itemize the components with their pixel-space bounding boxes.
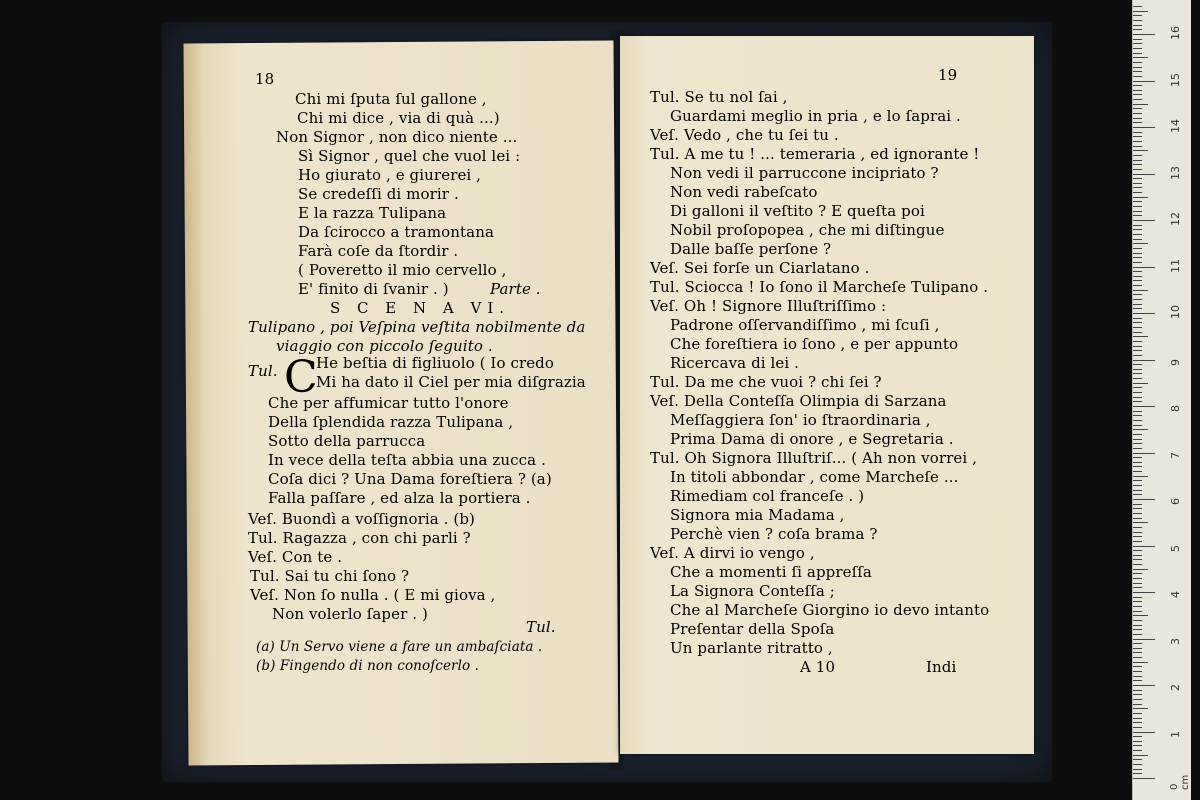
ruler-tick [1133, 434, 1142, 435]
ruler-number: 2 [1169, 684, 1182, 691]
ruler-tick [1133, 262, 1142, 263]
text-line: Perchè vien ? coſa brama ? [670, 525, 878, 543]
ruler-tick [1133, 322, 1142, 323]
ruler-tick [1133, 587, 1142, 588]
ruler-tick [1133, 187, 1142, 188]
ruler-tick [1133, 276, 1142, 277]
ruler-tick [1133, 439, 1142, 440]
text-line: Tul. A me tu ! ... temeraria , ed ignorante ! [650, 145, 980, 163]
ruler-tick [1133, 15, 1142, 16]
text-line: Tul. Sciocca ! Io ſono il Marcheſe Tulipano . [650, 278, 989, 296]
ruler-tick [1133, 759, 1142, 760]
ruler-number: 1 [1169, 730, 1182, 738]
ruler-tick [1133, 164, 1142, 165]
text-line: Dalle baſſe perſone ? [670, 240, 832, 258]
ruler-tick [1133, 573, 1142, 574]
ruler-tick [1133, 448, 1142, 449]
ruler-tick [1133, 132, 1142, 133]
ruler-tick [1133, 643, 1142, 644]
text-line: Che foreſtiera io ſono , e per appunto [670, 335, 959, 353]
ruler-number: 4 [1169, 591, 1182, 598]
ruler-tick [1133, 243, 1148, 244]
text-line: Tul. Ragazza , con chi parli ? [248, 529, 471, 547]
text-line: Falla paſſare , ed alza la portiera . [268, 489, 531, 507]
text-line: Tul. Sai tu chi ſono ? [250, 567, 410, 585]
ruler-tick [1133, 346, 1142, 347]
ruler-number: 8 [1169, 405, 1182, 412]
ruler-tick [1133, 625, 1142, 626]
ruler-tick [1133, 494, 1142, 495]
ruler-tick [1133, 304, 1142, 305]
ruler-tick [1133, 6, 1142, 7]
ruler-tick [1133, 499, 1155, 500]
ruler-tick [1133, 597, 1142, 598]
text-line: Non vedi rabeſcato [670, 183, 818, 201]
stage-direction: Tulipano , poi Veſpina veſtita nobilmente da [248, 318, 586, 336]
ruler-tick [1133, 280, 1142, 281]
text-line: Veſ. Con te . [248, 548, 343, 566]
ruler-tick [1133, 373, 1142, 374]
footnote: (b) Fingendo di non conoſcerlo . [256, 658, 480, 674]
ruler-tick [1133, 769, 1142, 770]
text-line: Rimediam col franceſe . ) [670, 487, 865, 505]
text-line: Padrone oſſervandiſſimo , mi ſcuſi , [670, 316, 940, 334]
text-line: Che a momenti ſi appreſſa [670, 563, 872, 581]
ruler-tick [1133, 85, 1142, 86]
ruler-number: 15 [1169, 72, 1182, 87]
ruler-tick [1133, 378, 1142, 379]
ruler-tick [1133, 676, 1142, 677]
ruler-tick [1133, 425, 1142, 426]
ruler-tick [1133, 704, 1142, 705]
ruler-tick [1133, 504, 1142, 505]
ruler-tick [1133, 541, 1142, 542]
ruler-number: 10 [1169, 305, 1182, 319]
ruler-tick [1133, 662, 1148, 663]
ruler-tick [1133, 620, 1142, 621]
ruler-tick [1133, 550, 1142, 551]
ruler-tick [1133, 39, 1142, 40]
ruler-tick [1133, 471, 1142, 472]
text-line: ( Poveretto il mio cervello , [298, 261, 507, 279]
ruler-tick [1133, 220, 1155, 221]
ruler-tick [1133, 215, 1142, 216]
text-line: He beſtia di figliuolo ( Io credo [316, 354, 555, 372]
ruler-tick [1133, 764, 1142, 765]
page-number-left: 18 [255, 70, 275, 88]
ruler-tick [1133, 113, 1142, 114]
ruler-tick [1133, 62, 1142, 63]
ruler-tick [1133, 462, 1142, 463]
ruler-tick [1133, 350, 1142, 351]
text-line: Nobil proſopopea , che mi diſtingue [670, 221, 945, 239]
text-line: Tul. Se tu nol ſai , [650, 88, 788, 106]
ruler-tick [1133, 211, 1142, 212]
ruler-tick [1133, 476, 1148, 477]
ruler-tick [1133, 201, 1142, 202]
ruler-tick [1133, 713, 1142, 714]
ruler-tick [1133, 29, 1142, 30]
ruler-tick [1133, 555, 1142, 556]
text-line: Di galloni il veſtito ? E queſta poi [670, 202, 925, 220]
ruler-tick [1133, 183, 1142, 184]
ruler-tick [1133, 271, 1142, 272]
text-line: Signora mia Madama , [670, 506, 845, 524]
text-line: Un parlante ritratto , [670, 639, 833, 657]
text-line: Tul. Da me che vuoi ? chi ſei ? [650, 373, 882, 391]
ruler-tick [1133, 206, 1142, 207]
text-line: In titoli abbondar , come Marcheſe ... [670, 468, 959, 486]
ruler-tick [1133, 727, 1142, 728]
ruler-tick [1133, 680, 1142, 681]
ruler-tick [1133, 699, 1142, 700]
ruler-number: 11 [1169, 258, 1182, 273]
text-line: Preſentar della Spoſa [670, 620, 835, 638]
text-line: Che per affumicar tutto l'onore [268, 394, 509, 412]
ruler-tick [1133, 253, 1142, 254]
ruler-tick [1133, 369, 1142, 370]
ruler-tick [1133, 629, 1142, 630]
ruler-tick [1133, 522, 1148, 523]
catchword: Tul. [526, 618, 556, 636]
ruler-tick [1133, 657, 1142, 658]
text-line: La Signora Conteſſa ; [670, 582, 835, 600]
ruler-tick [1133, 532, 1142, 533]
ruler-tick [1133, 122, 1142, 123]
ruler-tick [1133, 457, 1142, 458]
ruler-tick [1133, 136, 1142, 137]
ruler-tick [1133, 583, 1142, 584]
text-line: Prima Dama di onore , e Segretaria . [670, 430, 954, 448]
text-line: Chi mi dice , via di quà ...) [297, 109, 500, 127]
ruler-tick [1133, 453, 1155, 454]
text-line: E la razza Tulipana [298, 204, 447, 222]
text-line: Veſ. Della Conteſſa Olimpia di Sarzana [650, 392, 947, 410]
text-line: Veſ. Non ſo nulla . ( E mi giova , [250, 586, 496, 604]
ruler-tick [1133, 364, 1142, 365]
ruler-tick [1133, 592, 1155, 593]
ruler-tick [1133, 755, 1148, 756]
text-line: Non vedi il parruccone incipriato ? [670, 164, 939, 182]
ruler-tick [1133, 355, 1142, 356]
ruler-tick [1133, 99, 1142, 100]
ruler-tick [1133, 536, 1142, 537]
ruler-tick [1133, 67, 1142, 68]
ruler-tick [1133, 634, 1142, 635]
ruler-tick [1133, 81, 1155, 82]
ruler-tick [1133, 108, 1142, 109]
ruler-number: 16 [1169, 26, 1182, 40]
text-line: Ho giurato , e giurerei , [298, 166, 482, 184]
text-line: Veſ. Sei forſe un Ciarlatano . [650, 259, 870, 277]
ruler-tick [1133, 53, 1142, 54]
ruler-tick [1133, 513, 1142, 514]
text-line: Farà coſe da ſtordir . [298, 242, 459, 260]
ruler-tick [1133, 146, 1142, 147]
ruler-tick [1133, 25, 1142, 26]
ruler-tick [1133, 694, 1142, 695]
ruler-tick [1133, 285, 1142, 286]
ruler-tick [1133, 722, 1142, 723]
text-line: Non volerlo ſaper . ) [272, 605, 428, 623]
text-line: Tul. Oh Signora Illuſtriſ... ( Ah non vorrei , [650, 449, 977, 467]
ruler-tick [1133, 406, 1155, 407]
ruler-tick [1133, 267, 1155, 268]
ruler-tick [1133, 443, 1142, 444]
ruler-tick [1133, 229, 1142, 230]
ruler-tick [1133, 736, 1142, 737]
ruler-tick [1133, 559, 1142, 560]
ruler-tick [1133, 34, 1155, 35]
ruler-tick [1133, 490, 1142, 491]
ruler-tick [1133, 155, 1142, 156]
ruler-tick [1133, 546, 1155, 547]
stage-direction: viaggio con piccolo ſeguito . [276, 337, 493, 355]
ruler-tick [1133, 118, 1142, 119]
measurement-ruler [1132, 0, 1191, 800]
text-line: Meſſaggiera ſon' io ſtraordinaria , [670, 411, 931, 429]
ruler-tick [1133, 248, 1142, 249]
drop-cap: C [284, 352, 318, 403]
ruler-tick [1133, 708, 1148, 709]
catchword: Indi [926, 658, 957, 676]
ruler-tick [1133, 527, 1142, 528]
ruler-tick [1133, 313, 1155, 314]
ruler-tick [1133, 141, 1142, 142]
ruler-tick [1133, 150, 1148, 151]
ruler-tick [1133, 43, 1142, 44]
ruler-tick [1133, 518, 1142, 519]
ruler-tick [1133, 648, 1142, 649]
footnote: (a) Un Servo viene a fare un ambaſciata . [256, 639, 543, 655]
ruler-tick [1133, 615, 1148, 616]
ruler-tick [1133, 94, 1142, 95]
ruler-tick [1133, 234, 1142, 235]
ruler-tick [1133, 508, 1142, 509]
ruler-tick [1133, 666, 1142, 667]
ruler-tick [1133, 197, 1148, 198]
ruler-tick [1133, 611, 1142, 612]
text-line: Che al Marcheſe Giorgino io devo intanto [670, 601, 990, 619]
text-line: Mi ha dato il Ciel per mia diſgrazia [316, 373, 586, 391]
ruler-tick [1133, 11, 1148, 12]
speaker-label: Tul. [248, 362, 278, 380]
ruler-tick [1133, 57, 1148, 58]
ruler-tick [1133, 741, 1142, 742]
stage-direction: Parte . [490, 280, 541, 298]
ruler-tick [1133, 745, 1142, 746]
ruler-tick [1133, 718, 1142, 719]
ruler-tick [1133, 652, 1142, 653]
text-line: In vece della teſta abbia una zucca . [268, 451, 546, 469]
ruler-tick [1133, 71, 1142, 72]
ruler-tick [1133, 48, 1142, 49]
ruler-tick [1133, 257, 1142, 258]
scene-heading: S C E N A VI. [330, 299, 511, 317]
ruler-number: 3 [1169, 637, 1182, 645]
ruler-tick [1133, 773, 1142, 774]
ruler-tick [1133, 76, 1142, 77]
ruler-tick [1133, 178, 1142, 179]
ruler-tick [1133, 225, 1142, 226]
ruler-tick [1133, 90, 1142, 91]
ruler-tick [1133, 750, 1142, 751]
ruler-tick [1133, 127, 1155, 128]
text-line: E' finito di ſvanir . ) [298, 280, 449, 298]
ruler-tick [1133, 397, 1142, 398]
ruler-tick [1133, 420, 1142, 421]
ruler-tick [1133, 341, 1142, 342]
ruler-number: 6 [1169, 498, 1182, 505]
ruler-tick [1133, 685, 1155, 686]
ruler-tick [1133, 778, 1155, 779]
ruler-number: 5 [1169, 544, 1182, 552]
ruler-tick [1133, 169, 1142, 170]
ruler-unit-label: 0 cm [1169, 774, 1191, 790]
ruler-tick [1133, 569, 1148, 570]
ruler-number: 13 [1169, 165, 1182, 180]
text-line: Veſ. Buondì a voſſignoria . (b) [248, 510, 475, 528]
ruler-tick [1133, 480, 1142, 481]
text-line: Ricercava di lei . [670, 354, 800, 372]
ruler-tick [1133, 578, 1142, 579]
ruler-tick [1133, 20, 1142, 21]
ruler-tick [1133, 192, 1142, 193]
ruler-number: 9 [1169, 358, 1182, 366]
ruler-tick [1133, 327, 1142, 328]
ruler-tick [1133, 601, 1142, 602]
ruler-tick [1133, 360, 1155, 361]
ruler-tick [1133, 104, 1148, 105]
text-line: Coſa dici ? Una Dama foreſtiera ? (a) [268, 470, 552, 488]
ruler-tick [1133, 383, 1148, 384]
text-line: Della ſplendida razza Tulipana , [268, 413, 514, 431]
ruler-number: 12 [1169, 212, 1182, 226]
text-line: Guardami meglio in pria , e lo ſaprai . [670, 107, 961, 125]
ruler-tick [1133, 564, 1142, 565]
ruler-tick [1133, 308, 1142, 309]
ruler-tick [1133, 387, 1142, 388]
ruler-tick [1133, 332, 1142, 333]
ruler-tick [1133, 174, 1155, 175]
ruler-tick [1133, 318, 1142, 319]
text-line: Se credeſſi di morir . [298, 185, 459, 203]
ruler-tick [1133, 290, 1148, 291]
ruler-tick [1133, 401, 1142, 402]
signature-mark: A 10 [800, 658, 836, 676]
ruler-tick [1133, 239, 1142, 240]
ruler-tick [1133, 392, 1142, 393]
text-line: Veſ. A dirvi io vengo , [650, 544, 815, 562]
ruler-tick [1133, 411, 1142, 412]
ruler-tick [1133, 415, 1142, 416]
text-line: Da ſcirocco a tramontana [298, 223, 495, 241]
ruler-tick [1133, 606, 1142, 607]
ruler-tick [1133, 466, 1142, 467]
page-number-right: 19 [938, 66, 958, 84]
text-line: Chi mi ſputa ſul gallone , [295, 90, 487, 108]
ruler-tick [1133, 732, 1155, 733]
ruler-tick [1133, 336, 1148, 337]
text-line: Non Signor , non dico niente ... [276, 128, 518, 146]
ruler-tick [1133, 294, 1142, 295]
ruler-tick [1133, 429, 1148, 430]
ruler-tick [1133, 160, 1142, 161]
ruler-tick [1133, 690, 1142, 691]
ruler-tick [1133, 639, 1155, 640]
text-line: Sotto della parrucca [268, 432, 426, 450]
text-line: Veſ. Vedo , che tu ſei tu . [650, 126, 839, 144]
ruler-tick [1133, 485, 1142, 486]
ruler-tick [1133, 671, 1142, 672]
ruler-number: 7 [1169, 451, 1182, 459]
text-line: Sì Signor , quel che vuol lei : [298, 147, 521, 165]
ruler-number: 14 [1169, 119, 1182, 133]
ruler-tick [1133, 299, 1142, 300]
text-line: Veſ. Oh ! Signore Illuſtriſſimo : [650, 297, 887, 315]
